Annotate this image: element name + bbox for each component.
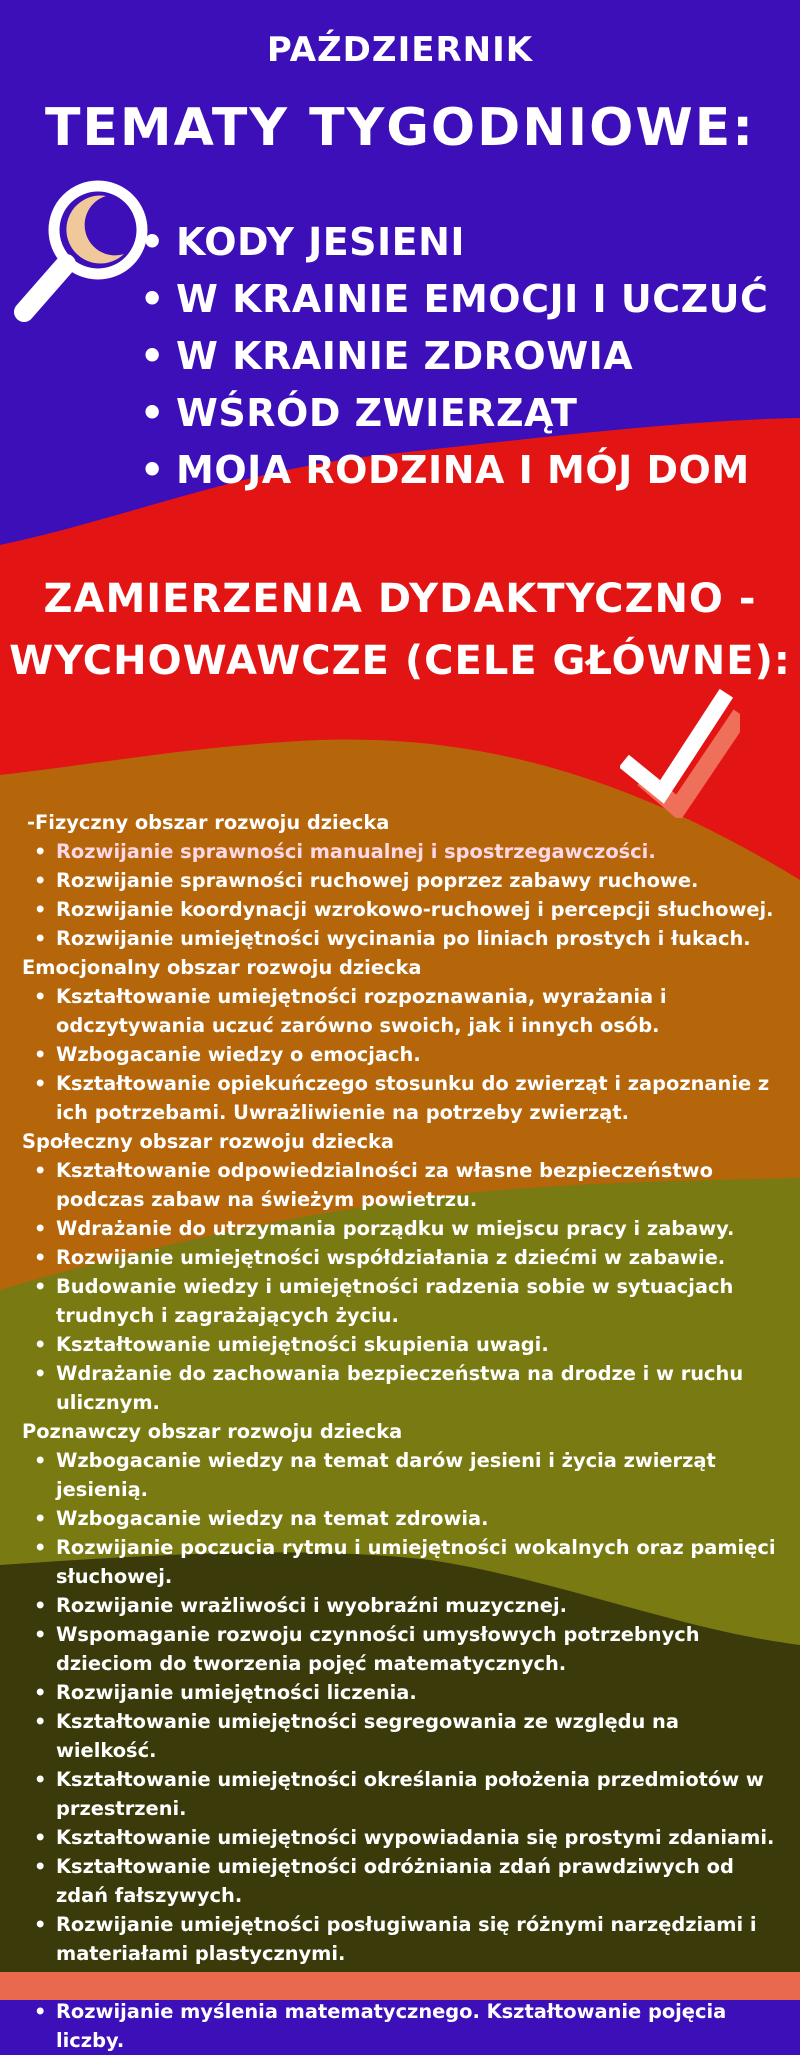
list-item: • Rozwijanie koordynacji wzrokowo-ruchowej i percepcji słuchowej. [56, 895, 782, 924]
topic-text: W KRAINIE ZDROWIA [176, 334, 634, 378]
list-item: • Kształtowanie umiejętności odróżniania zdań prawdziwych od zdań fałszywych. [56, 1852, 782, 1910]
list-item: • Rozwijanie myślenia matematycznego. Kształtowanie pojęcia liczby. [56, 1997, 782, 2055]
list-item: • Rozwijanie umiejętności wycinania po liniach prostych i łukach. [56, 924, 782, 953]
list-item: • Kształtowanie umiejętności skupienia uwagi. [56, 1330, 782, 1359]
topic-item: • W KRAINIE ZDROWIA [140, 334, 634, 378]
area-list-cognitive [22, 1446, 782, 2055]
list-item: • Budowanie wiedzy i umiejętności radzenia sobie w sytuacjach trudnych i zagrażających życiu. [56, 1272, 782, 1330]
checkmark-icon [620, 688, 740, 818]
weekly-topics-list [140, 214, 768, 499]
area-heading-social: Społeczny obszar rozwoju dziecka [22, 1130, 394, 1153]
area-heading-physical: -Fizyczny obszar rozwoju dziecka [27, 811, 390, 834]
list-item: • Wzbogacanie wiedzy o emocjach. [56, 1040, 782, 1069]
topic-text: MOJA RODZINA I MÓJ DOM [176, 448, 750, 492]
list-item: • Rozwijanie umiejętności liczenia. [56, 1678, 782, 1707]
list-item: • Wzbogacanie wiedzy na temat zdrowia. [56, 1504, 782, 1533]
month-title: PAŹDZIERNIK [266, 30, 534, 70]
topic-item: • W KRAINIE EMOCJI I UCZUĆ [140, 277, 769, 321]
list-item: • Wdrażanie do utrzymania porządku w miejscu pracy i zabawy. [56, 1214, 782, 1243]
topic-item: • WŚRÓD ZWIERZĄT [140, 391, 578, 435]
goals-title [0, 568, 800, 692]
topic-item: • KODY JESIENI [140, 220, 466, 264]
list-item: • Wdrażanie do zachowania bezpieczeństwa na drodze i w ruchu ulicznym. [56, 1359, 782, 1417]
list-item-text: Rozwijanie sprawności manualnej i spostrzegawczości. [56, 840, 656, 863]
list-item: • Wzbogacanie wiedzy na temat darów jesieni i życia zwierząt jesienią. [56, 1446, 782, 1504]
area-heading-emotional: Emocjonalny obszar rozwoju dziecka [22, 956, 422, 979]
topic-text: WŚRÓD ZWIERZĄT [176, 391, 578, 435]
topic-text: W KRAINIE EMOCJI I UCZUĆ [176, 277, 769, 321]
list-item: • Kształtowanie opiekuńczego stosunku do zwierząt i zapoznanie z ich potrzebami. Uwrażliwienie na potrzeby zwierząt. [56, 1069, 782, 1127]
list-item: • Rozwijanie umiejętności posługiwania się różnymi narzędziami i materiałami plastycznymi. [56, 1910, 782, 1968]
list-item: • Rozwijanie sprawności ruchowej poprzez zabawy ruchowe. [56, 866, 782, 895]
area-list-physical [22, 837, 782, 953]
list-item: • Rozwijanie poczucia rytmu i umiejętności wokalnych oraz pamięci słuchowej. [56, 1533, 782, 1591]
weekly-topics-title: TEMATY TYGODNIOWE: [44, 98, 756, 158]
list-item: • Rozwijanie wrażliwości i wyobraźni muzycznej. [56, 1591, 782, 1620]
list-item: • Kształtowanie umiejętności segregowania ze względu na wielkość. [56, 1707, 782, 1765]
goals-title-line1: ZAMIERZENIA DYDAKTYCZNO - [43, 576, 757, 622]
list-item: • Kształtowanie umiejętności wypowiadania się prostymi zdaniami. [56, 1823, 782, 1852]
magnifier-moon-icon [8, 172, 158, 332]
goals-title-line2: WYCHOWAWCZE (CELE GŁÓWNE): [9, 638, 791, 684]
goals-content [22, 808, 782, 2055]
topic-item: • MOJA RODZINA I MÓJ DOM [140, 448, 750, 492]
area-list-social [22, 1156, 782, 1417]
topic-text: KODY JESIENI [176, 220, 466, 264]
list-item [56, 837, 782, 866]
footer-bar [0, 1972, 800, 2000]
list-item: • Kształtowanie umiejętności rozpoznawania, wyrażania i odczytywania uczuć zarówno swoich, jak i innych osób. [56, 982, 782, 1040]
list-item: • Rozwijanie umiejętności współdziałania z dziećmi w zabawie. [56, 1243, 782, 1272]
area-heading-cognitive: Poznawczy obszar rozwoju dziecka [22, 1420, 403, 1443]
list-item: • Kształtowanie odpowiedzialności za własne bezpieczeństwo podczas zabaw na świeżym powietrzu. [56, 1156, 782, 1214]
list-item: • Kształtowanie umiejętności określania położenia przedmiotów w przestrzeni. [56, 1765, 782, 1823]
list-item: • Wspomaganie rozwoju czynności umysłowych potrzebnych dzieciom do tworzenia pojęć matematycznych. [56, 1620, 782, 1678]
area-list-emotional [22, 982, 782, 1127]
